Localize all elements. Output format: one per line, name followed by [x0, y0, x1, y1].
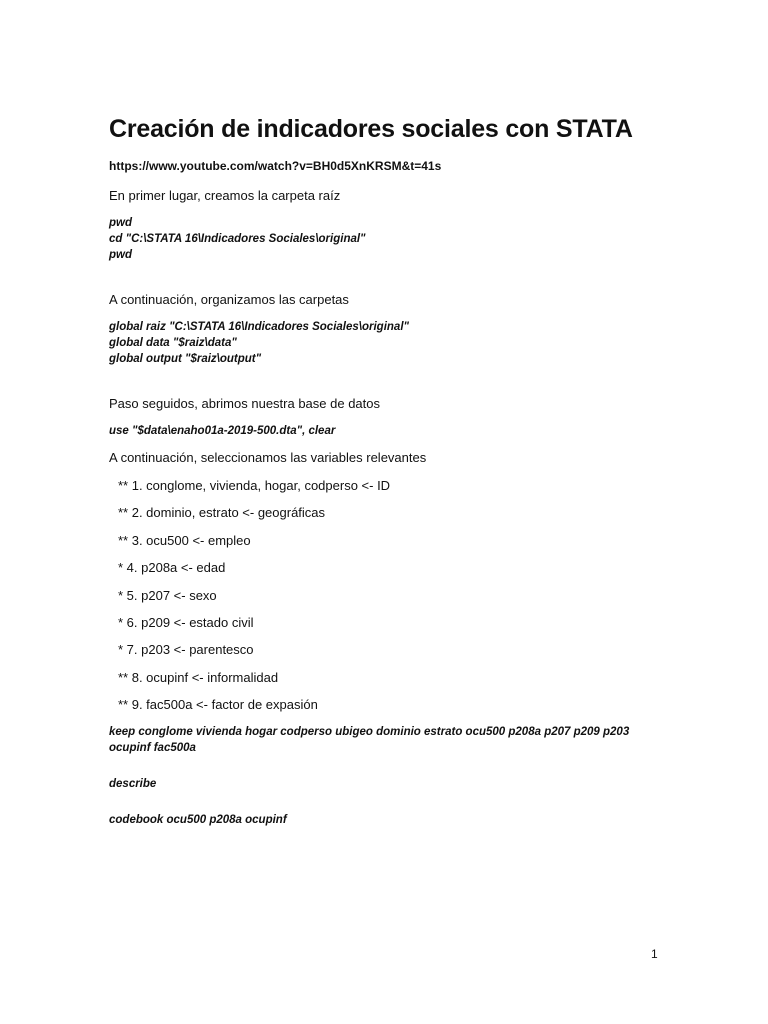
- code-line: global output "$raiz\output": [109, 353, 262, 365]
- open-data-paragraph: Paso seguidos, abrimos nuestra base de datos: [109, 396, 381, 411]
- code-block-codebook: [109, 812, 669, 828]
- list-item: * 4. p208a <- edad: [118, 560, 226, 576]
- list-item: * 5. p207 <- sexo: [118, 587, 217, 603]
- list-item: ** 8. ocupinf <- informalidad: [118, 669, 279, 685]
- code-line: ocupinf fac500a: [109, 741, 196, 754]
- code-line: cd "C:\STATA 16\Indicadores Sociales\original": [109, 233, 366, 245]
- list-item: * 7. p203 <- parentesco: [118, 642, 254, 658]
- list-item: ** 3. ocu500 <- empleo: [118, 532, 251, 548]
- list-item: ** 2. dominio, estrato <- geográficas: [118, 505, 326, 521]
- code-block-keep: [109, 724, 669, 756]
- variables-list: [109, 477, 669, 714]
- code-block-use: [109, 423, 669, 439]
- list-item: * 6. p209 <- estado civil: [118, 614, 254, 630]
- code-line: pwd: [109, 249, 132, 261]
- list-item: ** 1. conglome, vivienda, hogar, codperso <- ID: [118, 478, 391, 493]
- list-item: ** 9. fac500a <- factor de expasión: [118, 697, 318, 713]
- code-line: global data "$raiz\data": [109, 337, 237, 349]
- intro-paragraph: En primer lugar, creamos la carpeta raíz: [109, 188, 341, 203]
- code-line: global raiz "C:\STATA 16\Indicadores Sociales\original": [109, 321, 409, 333]
- code-block-describe: [109, 776, 669, 792]
- document-body: [109, 112, 669, 838]
- code-block-globals: [109, 319, 669, 367]
- code-line: codebook ocu500 p208a ocupinf: [109, 813, 287, 826]
- folders-paragraph: A continuación, organizamos las carpetas: [109, 292, 349, 307]
- code-line: keep conglome vivienda hogar codperso ubigeo dominio estrato ocu500 p208a p207 p209 p203: [109, 725, 630, 738]
- code-line: describe: [109, 777, 157, 790]
- code-line: pwd: [109, 217, 132, 229]
- code-line: use "$data\enaho01a-2019-500.dta", clear: [109, 425, 336, 437]
- document-title: Creación de indicadores sociales con STATA: [109, 115, 633, 143]
- page-number: 1: [651, 947, 658, 961]
- select-variables-paragraph: A continuación, seleccionamos las variables relevantes: [109, 450, 427, 465]
- video-url: https://www.youtube.com/watch?v=BH0d5XnKRSM&t=41s: [109, 159, 442, 173]
- code-block-setup: [109, 215, 669, 263]
